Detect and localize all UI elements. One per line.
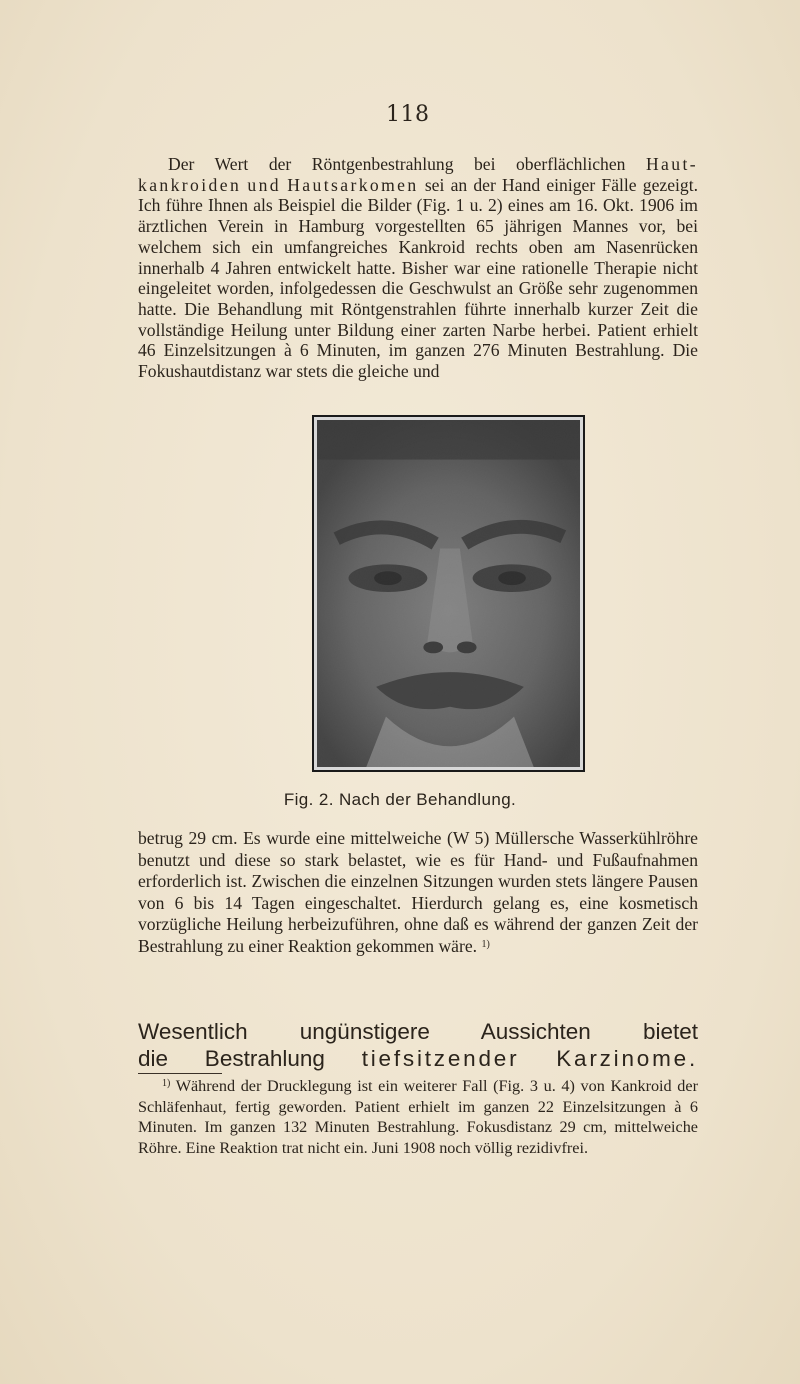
heading-prefix: die Bestrahlung	[138, 1046, 325, 1071]
footnote-text: Während der Drucklegung ist ein weiterer Fall (Fig. 3 u. 4) von Kankroid der Schläfenhaut, fertig geworden. Patient erhielt im ganzen 22 Einzelsitzungen à 6 Minuten. Im ganzen 132 Minuten Bestrahlung. Fokusdistanz 29 cm, mittelweiche Röhre. Eine Reaktion trat nicht ein. Juni 1908 noch völlig rezidivfrei.	[138, 1077, 698, 1157]
figure-2-photo	[312, 415, 585, 772]
section-heading	[138, 1018, 698, 1072]
word-und: und	[247, 174, 281, 195]
page-number: 118	[386, 102, 430, 127]
footnote-reference: 1)	[481, 938, 490, 950]
face-photograph	[317, 420, 580, 767]
footnote	[138, 1076, 698, 1158]
term-hautkankroiden: Haut-kankroiden	[138, 154, 698, 195]
paragraph-treatment-text: betrug 29 cm. Es wurde eine mittelweiche (W 5) Müllersche Wasserkühlröhre benutzt und diese so stark belastet, wie es für Hand- und Fußaufnahmen erforderlich ist. Zwischen die einzelnen Sitzungen wurden stets längere Pausen von 6 bis 14 Tagen eingeschaltet. Hierdurch gelang es, eine kosmetisch vorzügliche Heilung herbeizuführen, ohne daß es während der ganzen Zeit der Bestrahlung zu einer Reaktion gekommen wäre.	[138, 828, 698, 956]
term-hautsarkomen: Hautsarkomen	[287, 174, 419, 195]
footnote-divider	[138, 1073, 222, 1074]
heading-term-tiefsitzender: tiefsitzender	[361, 1046, 520, 1071]
figure-caption: Fig. 2. Nach der Behandlung.	[283, 790, 517, 809]
footnote-marker: 1)	[162, 1078, 171, 1089]
paragraph-treatment	[138, 828, 698, 958]
paragraph-intro-rest: sei an der Hand einiger Fälle gezeigt. Ich führe Ihnen als Beispiel die Bilder (Fig. 1 u. 2) eines am 16. Okt. 1906 im ärztlichen Verein in Hamburg vorgestellten 65 jährigen Mannes vor, bei welchem sich ein umfangreiches Kankroid rechts oben am Nasenrücken innerhalb 4 Jahren entwickelt hatte. Bisher war eine rationelle Therapie nicht eingeleitet worden, infolgedessen die Geschwulst an Größe sehr zugenommen hatte. Die Behandlung mit Röntgenstrahlen führte innerhalb kurzer Zeit die vollständige Heilung unter Bildung einer zarten Narbe herbei. Patient erhielt 46 Einzelsitzungen à 6 Minuten, im ganzen 276 Minuten Bestrahlung. Die Fokushautdistanz war stets die gleiche und	[138, 174, 699, 382]
paragraph-intro-lead: Der Wert der Röntgenbestrahlung bei oberflächlichen	[168, 154, 626, 174]
heading-line-1: Wesentlich ungünstigere Aussichten bietet	[138, 1019, 698, 1044]
heading-term-karzinome: Karzinome.	[556, 1046, 698, 1071]
paragraph-intro	[138, 154, 698, 382]
heading-line-2	[138, 1045, 698, 1072]
